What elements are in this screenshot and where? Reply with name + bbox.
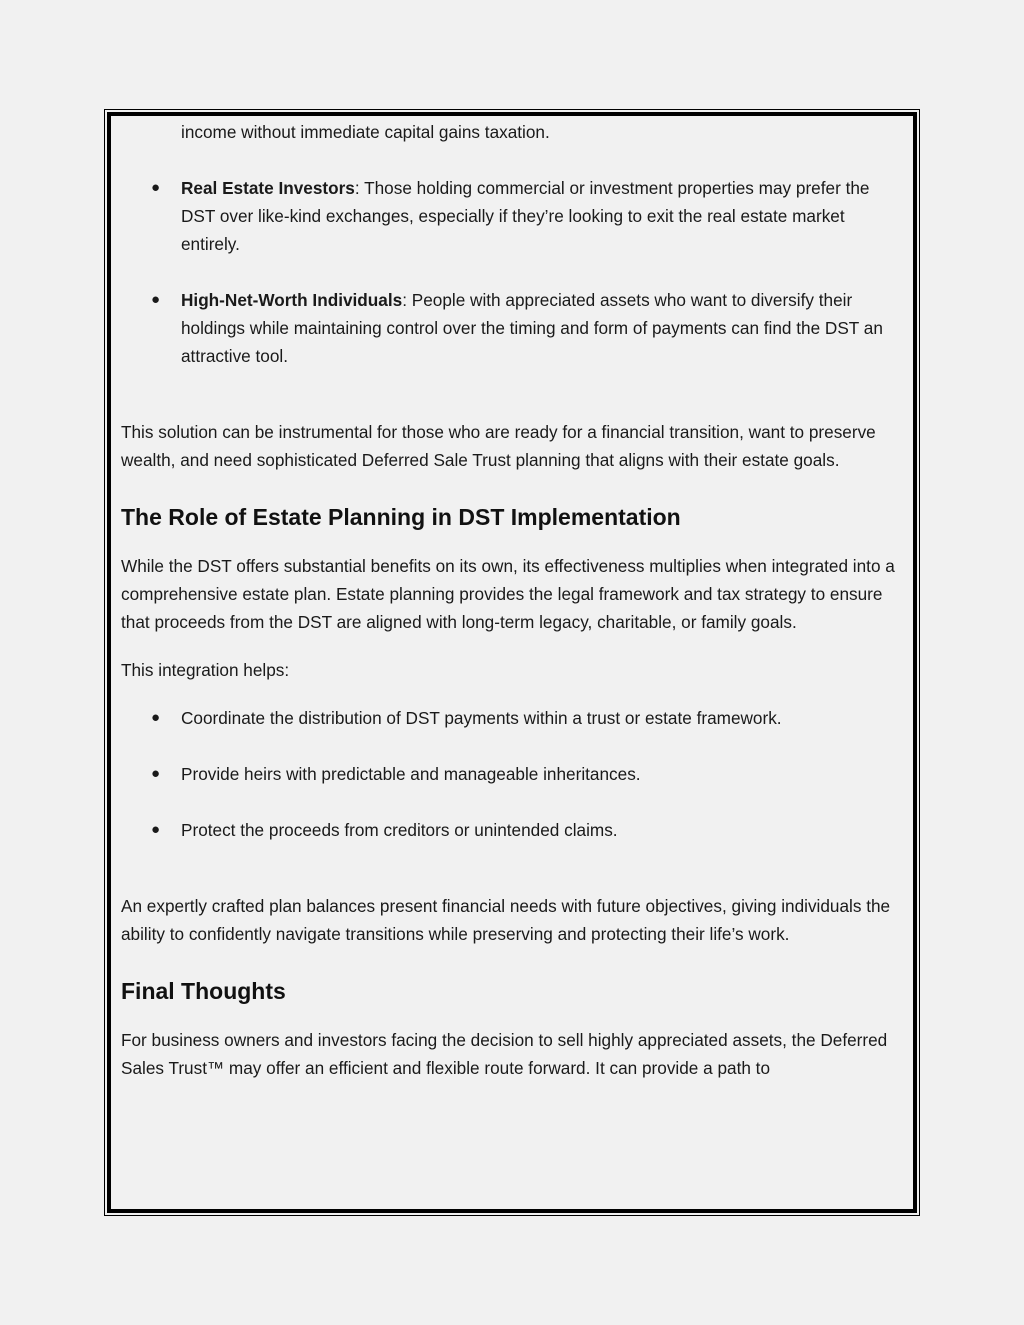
list-item-text: : Those holding commercial or investment properties may prefer the DST over like-kind exchanges, especially if they’re looking to exit the real estate market entirely. — [181, 178, 870, 254]
section-heading: The Role of Estate Planning in DST Implementation — [121, 504, 681, 530]
bullet-icon: ● — [151, 765, 161, 782]
list-item — [121, 760, 906, 788]
list-item — [121, 286, 906, 370]
audience-list — [121, 118, 906, 370]
paragraph: While the DST offers substantial benefits on its own, its effectiveness multiplies when integrated into a comprehensive estate plan. Estate planning provides the legal framework and tax strategy to ensure that proceeds from the DST are aligned with long-term legacy, charitable, or family goals. — [121, 556, 895, 632]
paragraph: For business owners and investors facing the decision to sell highly appreciated assets, the Deferred Sales Trust™ may offer an efficient and flexible route forward. It can provide a path to — [121, 1030, 888, 1078]
paragraph: This integration helps: — [121, 660, 290, 680]
bullet-icon: ● — [151, 291, 161, 308]
spacer — [121, 844, 906, 892]
paragraph: An expertly crafted plan balances present financial needs with future objectives, giving individuals the ability to confidently navigate transitions while preserving and protecting their life’s work. — [121, 896, 891, 944]
spacer — [121, 1006, 906, 1026]
list-item-text: Protect the proceeds from creditors or unintended claims. — [181, 820, 618, 840]
list-item-text: : People with appreciated assets who want to diversify their holdings while maintaining control over the timing and form of payments can find the DST an attractive tool. — [181, 290, 883, 366]
paragraph: This solution can be instrumental for those who are ready for a financial transition, want to preserve wealth, and need sophisticated Deferred Sale Trust planning that aligns with their estate goals. — [121, 422, 876, 470]
list-item-term: High-Net-Worth Individuals — [181, 290, 403, 310]
spacer — [121, 532, 906, 552]
list-item — [121, 816, 906, 844]
list-spacer — [121, 732, 906, 760]
list-item — [121, 174, 906, 258]
list-item — [121, 704, 906, 732]
spacer — [121, 474, 906, 502]
bullet-icon: ● — [151, 179, 161, 196]
list-spacer — [121, 258, 906, 286]
list-item-term: Real Estate Investors — [181, 178, 355, 198]
spacer — [121, 370, 906, 418]
list-item-text: income without immediate capital gains taxation. — [181, 122, 550, 142]
spacer — [121, 684, 906, 704]
list-spacer — [121, 146, 906, 174]
list-item-text: Provide heirs with predictable and manageable inheritances. — [181, 764, 641, 784]
section-heading: Final Thoughts — [121, 978, 286, 1004]
benefits-list — [121, 704, 906, 844]
list-spacer — [121, 788, 906, 816]
spacer — [121, 636, 906, 656]
bullet-icon: ● — [151, 821, 161, 838]
bullet-icon: ● — [151, 709, 161, 726]
spacer — [121, 948, 906, 976]
list-item — [121, 118, 906, 146]
list-item-text: Coordinate the distribution of DST payments within a trust or estate framework. — [181, 708, 782, 728]
document-body — [121, 118, 906, 1082]
